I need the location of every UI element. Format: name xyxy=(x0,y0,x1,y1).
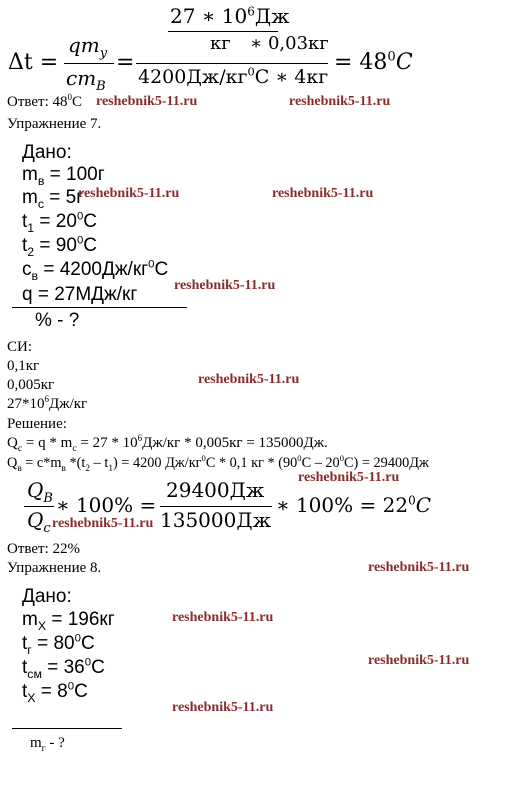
eq1-den2: $4200Дж/кг^0C$ ∗ 4кг xyxy=(138,64,329,88)
watermark: reshebnik5-11.ru xyxy=(368,653,470,668)
ex7-solution-title: Решение: xyxy=(7,416,67,432)
ex7-given-title: Дано: xyxy=(22,142,72,163)
eq1-num2-unit: кг xyxy=(210,33,231,54)
eq2-num1: $Q_B$ xyxy=(27,478,53,506)
exercise-7-title: Упражнение 7. xyxy=(7,116,102,132)
ex8-given-tsm: $t_{см} = 36^0C$ xyxy=(22,656,105,681)
eq2-result: ∗ $100\% = 22^0C$ xyxy=(276,493,432,517)
ex7-given-mc: $m_c = 5г$ xyxy=(22,187,84,211)
eq1-lhs: Δt = xyxy=(8,50,59,75)
ex7-given-cv: $c_в = 4200Дж/кг^0C$ xyxy=(22,258,169,283)
watermark: reshebnik5-11.ru xyxy=(96,94,198,109)
watermark: reshebnik5-11.ru xyxy=(174,278,276,293)
eq1-num2: 27 ∗ $10^6Дж$ xyxy=(170,4,290,28)
ex8-given-divider xyxy=(12,728,122,729)
ex8-find: $m_г$ - ? xyxy=(30,735,65,754)
watermark: reshebnik5-11.ru xyxy=(172,700,274,715)
answer-1: Ответ: $48^0C$ xyxy=(7,92,83,110)
watermark: reshebnik5-11.ru xyxy=(298,470,400,485)
ex7-si-title: СИ: xyxy=(7,339,33,355)
eq2-den2: 135000Дж xyxy=(160,508,272,532)
eq2-mul1: ∗ 100% = xyxy=(56,493,157,517)
eq1-fraction-bar-1 xyxy=(64,63,114,64)
watermark: reshebnik5-11.ru xyxy=(52,516,154,531)
eq1-multiplier: ∗ 0,03кг xyxy=(250,33,329,54)
ex7-given-t2: $t_2 = 90^0C$ xyxy=(22,234,98,259)
eq1-fraction-bar-2 xyxy=(136,63,328,64)
ex7-find: % - ? xyxy=(35,310,80,331)
eq1-den1: $cm_В$ xyxy=(66,66,106,94)
ex8-given-tg: $t_г = 80^0C$ xyxy=(22,632,95,657)
eq1-inner-bar xyxy=(168,31,278,32)
ex7-given-t1: $t_1 = 20^0C$ xyxy=(22,210,98,235)
ex7-qv-line: $Q_в = c*m_в$ $*(t_2 - t_1) = 4200$ $Дж/кг^0C * 0,1$ кг * $(90^0C - 20^0C) = 29400Дж$ xyxy=(7,453,429,474)
ex7-si-1: 0,1кг xyxy=(7,358,40,374)
ex8-given-mx: $m_X = 196кг$ xyxy=(22,609,115,633)
ex7-given-divider xyxy=(12,307,187,308)
eq2-den1: $Q_c$ xyxy=(27,508,51,536)
ex7-given-mv: $m_в = 100г$ xyxy=(22,164,105,188)
watermark: reshebnik5-11.ru xyxy=(198,372,300,387)
eq2-fraction-bar-2 xyxy=(160,506,272,507)
eq1-result: = $48^0C$ xyxy=(334,49,413,75)
watermark: reshebnik5-11.ru xyxy=(289,94,391,109)
answer-2: Ответ: 22% xyxy=(7,541,81,557)
watermark: reshebnik5-11.ru xyxy=(272,186,374,201)
eq2-num2: 29400Дж xyxy=(166,478,265,502)
ex7-si-2: 0,005кг xyxy=(7,377,55,393)
watermark: reshebnik5-11.ru xyxy=(172,610,274,625)
watermark: reshebnik5-11.ru xyxy=(368,560,470,575)
eq1-num1: $qm_у$ xyxy=(68,33,108,61)
ex7-given-q: q = 27МДж/кг xyxy=(22,284,138,305)
ex8-given-tx: $t_X = 8^0C$ xyxy=(22,680,88,705)
ex7-qc-line: $Q_c = q * m_c = 27 * 10^6Дж/кг * 0,005кг = 135000Дж$. xyxy=(7,433,328,454)
eq2-fraction-bar-1 xyxy=(24,506,54,507)
eq1-equals: = xyxy=(116,50,135,75)
ex8-given-title: Дано: xyxy=(22,586,72,607)
exercise-8-title: Упражнение 8. xyxy=(7,560,102,576)
ex7-si-3: $27*10^6Дж/кг$ xyxy=(7,394,88,412)
watermark: reshebnik5-11.ru xyxy=(78,186,180,201)
